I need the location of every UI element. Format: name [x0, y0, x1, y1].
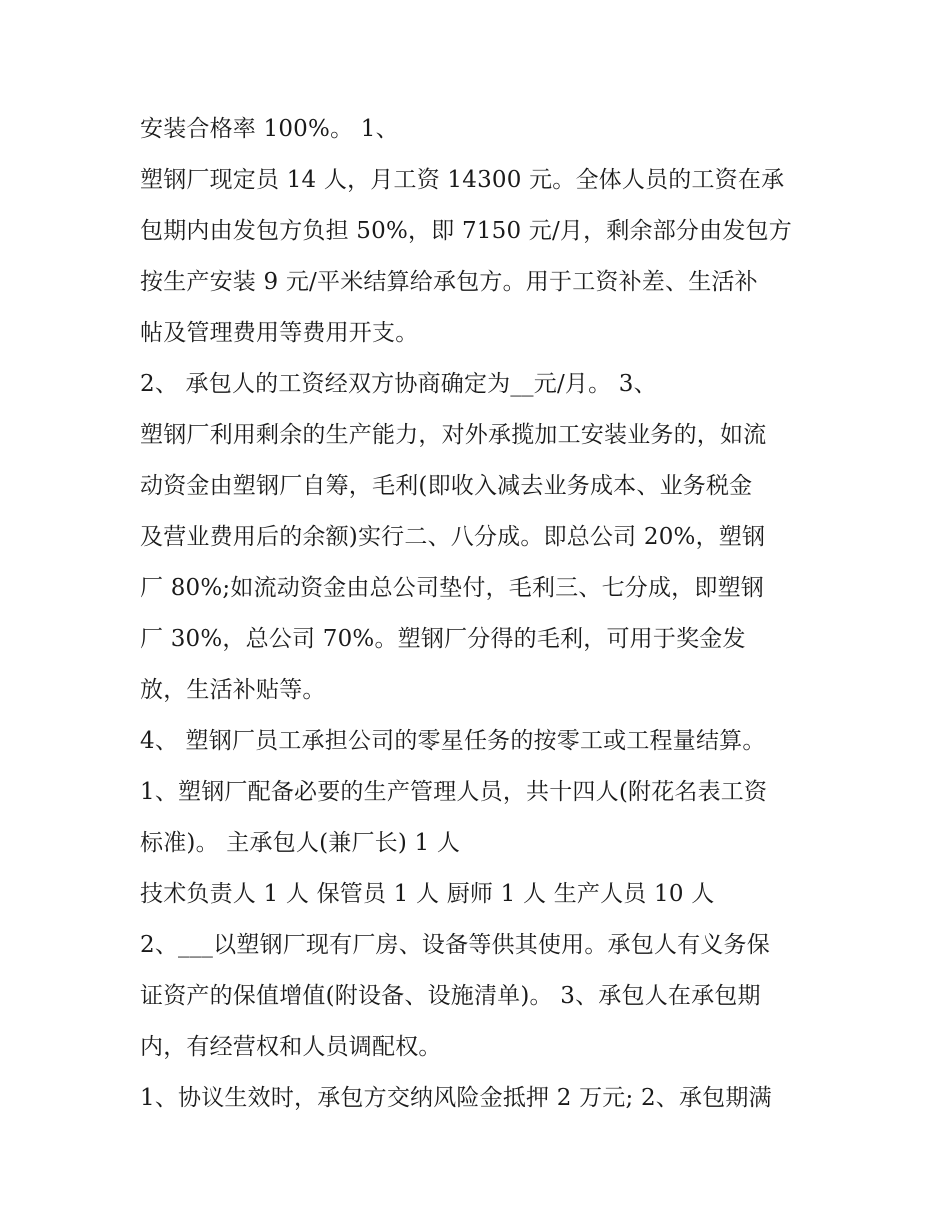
text-line: 技术负责人 1 人 保管员 1 人 厨师 1 人 生产人员 10 人 — [140, 881, 715, 907]
text-line: 包期内由发包方负担 50%，即 7150 元/月，剩余部分由发包方 — [140, 218, 792, 244]
text-line: 标准)。 主承包人(兼厂长) 1 人 — [140, 830, 461, 856]
text-line: 1、协议生效时，承包方交纳风险金抵押 2 万元; 2、承包期满 — [140, 1085, 772, 1111]
text-line: 2、___以塑钢厂现有厂房、设备等供其使用。承包人有义务保 — [140, 932, 770, 958]
text-line: 塑钢厂现定员 14 人，月工资 14300 元。全体人员的工资在承 — [140, 167, 785, 193]
text-line: 安装合格率 100%。 1、 — [140, 116, 399, 142]
text-line: 按生产安装 9 元/平米结算给承包方。用于工资补差、生活补 — [140, 269, 758, 295]
text-line: 1、塑钢厂配备必要的生产管理人员，共十四人(附花名表工资 — [140, 779, 768, 805]
text-line: 2、 承包人的工资经双方协商确定为__元/月。 3、 — [140, 371, 657, 397]
text-line: 帖及管理费用等费用开支。 — [140, 320, 419, 346]
text-line: 证资产的保值增值(附设备、设施清单)。 3、承包人在承包期 — [140, 983, 761, 1009]
document-body — [140, 104, 830, 1124]
text-line: 动资金由塑钢厂自筹，毛利(即收入减去业务成本、业务税金 — [140, 473, 753, 499]
text-line: 厂 30%，总公司 70%。塑钢厂分得的毛利，可用于奖金发 — [140, 626, 746, 652]
text-line: 厂 80%;如流动资金由总公司垫付，毛利三、七分成，即塑钢 — [140, 575, 764, 601]
text-line: 内，有经营权和人员调配权。 — [140, 1034, 442, 1060]
text-line: 及营业费用后的余额)实行二、八分成。即总公司 20%，塑钢 — [140, 524, 766, 550]
text-line: 4、 塑钢厂员工承担公司的零星任务的按零工或工程量结算。 — [140, 728, 766, 754]
text-line: 放，生活补贴等。 — [140, 677, 326, 703]
text-line: 塑钢厂利用剩余的生产能力，对外承揽加工安装业务的，如流 — [140, 422, 767, 448]
